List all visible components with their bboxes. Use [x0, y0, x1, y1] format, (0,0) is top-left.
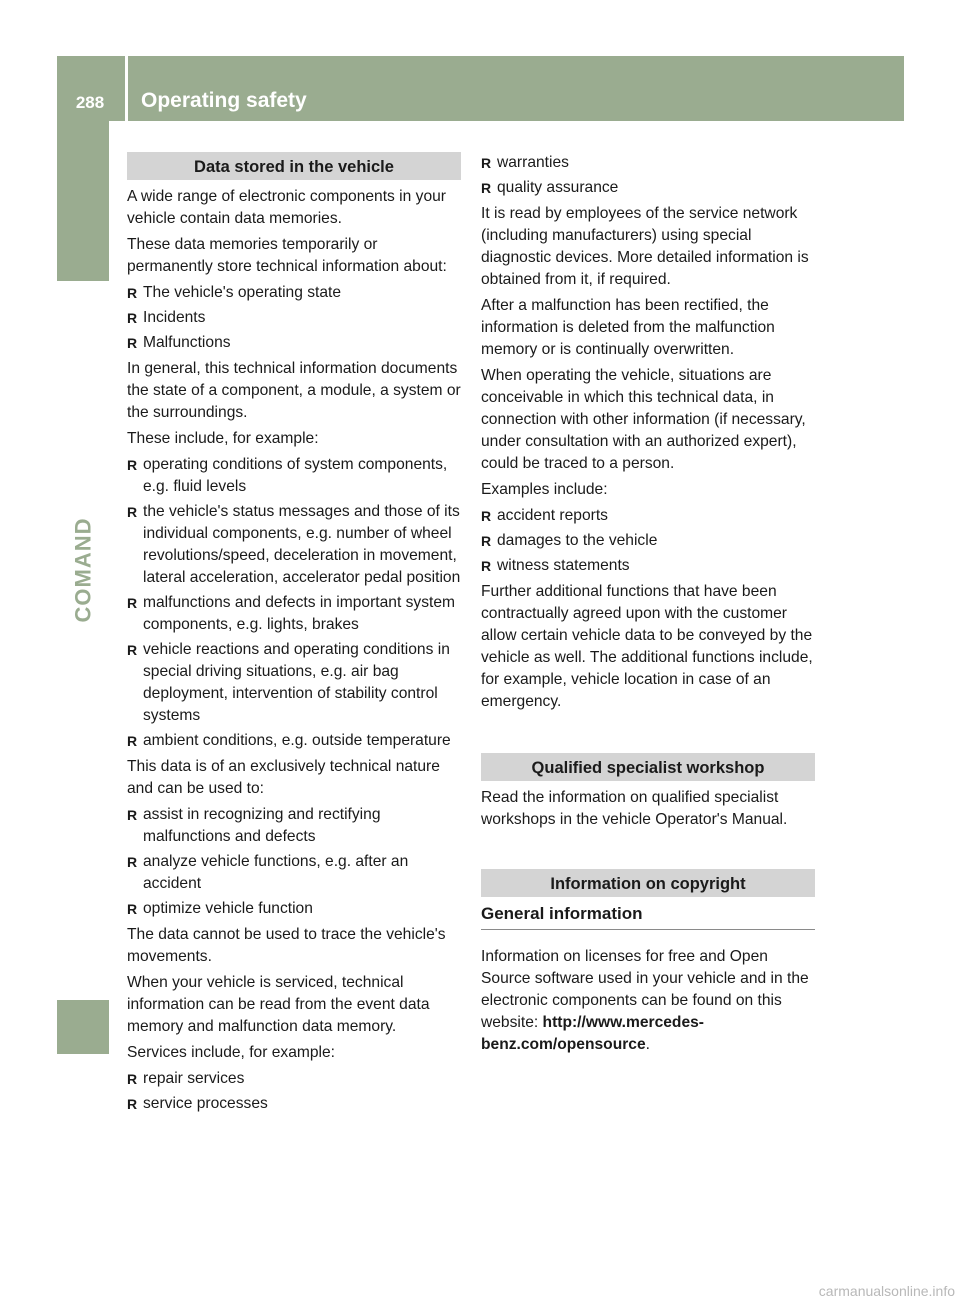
paragraph: These include, for example:	[127, 430, 319, 447]
list-item: R quality assurance	[481, 179, 619, 196]
list-item: R Malfunctions	[127, 334, 231, 351]
list-item: R accident reports	[481, 507, 608, 524]
list-item: R damages to the vehicle	[481, 532, 658, 549]
list-item: R witness statements	[481, 557, 630, 574]
page-number: 288	[75, 93, 105, 112]
bullet-list	[127, 282, 461, 354]
bullet-list	[127, 454, 461, 752]
list-item: R operating conditions of system components, e.g. fluid levels	[127, 456, 448, 495]
side-bar	[57, 121, 109, 281]
paragraph: Examples include:	[481, 481, 608, 498]
paragraph: When operating the vehicle, situations are conceivable in which this technical data, in connection with other information (if necessary, under consultation with an authorized expert), could be traced to a person.	[481, 367, 806, 472]
section-heading-copyright: Information on copyright	[481, 869, 815, 897]
paragraph: This data is of an exclusively technical nature and can be used to:	[127, 758, 440, 797]
paragraph: When your vehicle is serviced, technical information can be read from the event data memory and malfunction data memory.	[127, 974, 430, 1035]
paragraph: These data memories temporarily or permanently store technical information about:	[127, 236, 447, 275]
list-item: R malfunctions and defects in important system components, e.g. lights, brakes	[127, 594, 456, 633]
list-item: R ambient conditions, e.g. outside temperature	[127, 732, 451, 749]
bullet-list	[481, 505, 815, 577]
paragraph: The data cannot be used to trace the vehicle's movements.	[127, 926, 446, 965]
paragraph: Read the information on qualified specialist workshops in the vehicle Operator's Manual.	[481, 789, 788, 828]
paragraph: A wide range of electronic components in your vehicle contain data memories.	[127, 188, 446, 227]
left-column	[127, 152, 461, 1119]
section-heading-data-stored: Data stored in the vehicle	[127, 152, 461, 180]
list-item: R assist in recognizing and rectifying malfunctions and defects	[127, 806, 381, 845]
list-item: R service processes	[127, 1095, 268, 1112]
list-item: R optimize vehicle function	[127, 900, 313, 917]
right-column	[481, 152, 815, 1060]
chapter-tab	[57, 480, 109, 660]
header-divider	[125, 56, 128, 121]
list-item: R warranties	[481, 154, 569, 171]
paragraph: Services include, for example:	[127, 1044, 336, 1061]
paragraph: It is read by employees of the service network (including manufacturers) using special diagnostic devices. More detailed information is obtained from it, if required.	[481, 205, 809, 288]
running-title: Operating safety	[141, 89, 307, 112]
bullet-list	[127, 1068, 461, 1115]
list-item: R The vehicle's operating state	[127, 284, 342, 301]
paragraph: In general, this technical information documents the state of a component, a module, a system or the surroundings.	[127, 360, 461, 421]
watermark: carmanualsonline.info	[818, 1283, 955, 1299]
subheading-general-information: General information	[481, 903, 815, 930]
bullet-list	[127, 804, 461, 920]
side-marker	[57, 1000, 109, 1054]
list-item: R vehicle reactions and operating conditions in special driving situations, e.g. air bag deployment, intervention of stability control systems	[127, 641, 450, 724]
list-item: R analyze vehicle functions, e.g. after an accident	[127, 853, 409, 892]
section-heading-qualified-workshop: Qualified specialist workshop	[481, 753, 815, 781]
list-item: R the vehicle's status messages and those of its individual components, e.g. number of wheel revolutions/speed, deceleration in movement, lateral acceleration, accelerator pedal position	[127, 503, 461, 586]
list-item: R repair services	[127, 1070, 245, 1087]
bullet-list	[481, 152, 815, 199]
chapter-tab-label: COMAND	[70, 517, 95, 623]
paragraph: After a malfunction has been rectified, the information is deleted from the malfunction memory or is continually overwritten.	[481, 297, 775, 358]
list-item: R Incidents	[127, 309, 206, 326]
paragraph: Further additional functions that have been contractually agreed upon with the customer allow certain vehicle data to be conveyed by the vehicle as well. The additional functions include, for example, vehicle location in case of an emergency.	[481, 583, 813, 710]
opensource-link[interactable]: http://www.mercedes-benz.com/opensource	[481, 1014, 704, 1053]
paragraph-copyright: Information on licenses for free and Open Source software used in your vehicle and in the electronic components can be found on this website: http://www.mercedes-benz.com/opensource.	[481, 948, 809, 1053]
